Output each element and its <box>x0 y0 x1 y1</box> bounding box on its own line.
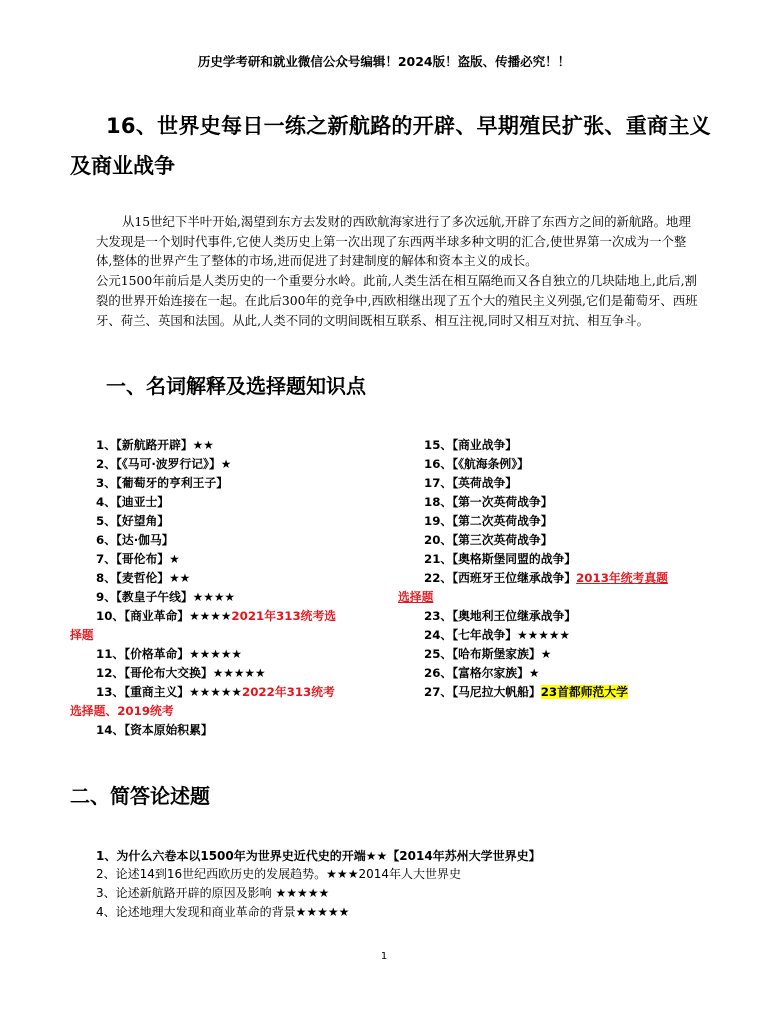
page-title-line-2: 及商业战争 <box>70 154 175 178</box>
keyword-item: 4、【迪亚士】 <box>96 495 170 509</box>
keyword-label: 22、【西班牙王位继承战争】 <box>424 571 577 585</box>
question-item: 3、论述新航路开辟的原因及影响 ★★★★★ <box>96 886 330 900</box>
keyword-item: 21、【奥格斯堡同盟的战争】 <box>424 552 577 566</box>
keyword-item <box>424 684 628 700</box>
intro-paragraph-1: 从15世纪下半叶开始,渴望到东方去发财的西欧航海家进行了多次远航,开辟了东西方之间的新航路。地理大发现是一个划时代事件,它使人类历史上第一次出现了东西两半球多种文明的汇合,使世界第一次成为一个整体,整体的世界产生了整体的市场,进而促进了封建制度的解体和资本主义的成长。 <box>96 214 691 269</box>
keyword-item: 18、【第一次英荷战争】 <box>424 495 553 509</box>
keyword-item: 24、【七年战争】★★★★★ <box>424 628 570 642</box>
intro-text <box>96 212 702 330</box>
keyword-label: 13、【重商主义】★★★★★ <box>96 685 242 699</box>
keyword-item: 3、【葡萄牙的亨利王子】 <box>96 476 229 490</box>
keyword-item: 25、【哈布斯堡家族】★ <box>424 647 552 661</box>
keyword-label: 10、【商业革命】★★★★ <box>96 609 232 623</box>
exam-note-continued: 择题 <box>70 628 94 642</box>
exam-note-continued: 选择题、2019统考 <box>70 704 174 718</box>
keyword-item: 12、【哥伦布大交换】★★★★★ <box>96 666 266 680</box>
keyword-item: 16、【《航海条例》】 <box>424 457 529 471</box>
highlighted-note: 23首都师范大学 <box>540 685 628 699</box>
keyword-item: 11、【价格革命】★★★★★ <box>96 647 242 661</box>
keyword-item: 5、【好望角】 <box>96 514 170 528</box>
section-2-heading: 二、简答论述题 <box>70 784 210 808</box>
question-item: 2、论述14到16世纪西欧历史的发展趋势。★★★2014年人大世界史 <box>96 867 461 881</box>
exam-note: 2021年313统考选 <box>231 609 337 623</box>
keyword-item <box>96 684 335 700</box>
keyword-item: 20、【第三次英荷战争】 <box>424 533 553 547</box>
keyword-item: 8、【麦哲伦】★★ <box>96 571 191 585</box>
keyword-item <box>96 608 336 624</box>
keyword-item: 9、【教皇子午线】★★★★ <box>96 590 235 604</box>
exam-note: 2022年313统考 <box>241 685 335 699</box>
keyword-item <box>424 570 668 586</box>
keyword-item: 2、【《马可·波罗行记》】★ <box>96 457 232 471</box>
keyword-item: 6、【达·伽马】 <box>96 533 174 547</box>
exam-note-continued: 选择题 <box>398 590 434 604</box>
keyword-item: 1、【新航路开辟】★★ <box>96 438 214 452</box>
keyword-item: 7、【哥伦布】★ <box>96 552 180 566</box>
keyword-item: 26、【富格尔家族】★ <box>424 666 540 680</box>
intro-paragraph-2: 公元1500年前后是人类历史的一个重要分水岭。此前,人类生活在相互隔绝而又各自独立的几块陆地上,此后,割裂的世界开始连接在一起。在此后300年的竞争中,西欧相继出现了五个大的殖民主义列强,它们是葡萄牙、西班牙、荷兰、英国和法国。从此,人类不同的文明间既相互联系、相互注视,同时又相互对抗、相互争斗。 <box>96 273 698 328</box>
exam-note: 2013年统考真题 <box>576 571 668 585</box>
section-1-heading: 一、名词解释及选择题知识点 <box>106 374 366 398</box>
page-number: 1 <box>380 951 388 962</box>
keyword-item: 17、【英荷战争】 <box>424 476 518 490</box>
keyword-item: 15、【商业战争】 <box>424 438 518 452</box>
question-item: 4、论述地理大发现和商业革命的背景★★★★★ <box>96 905 350 919</box>
keyword-label: 27、【马尼拉大帆船】 <box>424 685 541 699</box>
keyword-item: 14、【资本原始积累】 <box>96 723 213 737</box>
keyword-item: 23、【奥地利王位继承战争】 <box>424 609 577 623</box>
question-item: 1、为什么六卷本以1500年为世界史近代史的开端★★【2014年苏州大学世界史】 <box>96 849 541 863</box>
page-header: 历史学考研和就业微信公众号编辑！2024版！盗版、传播必究！！ <box>197 54 571 69</box>
page-title-line-1: 16、世界史每日一练之新航路的开辟、早期殖民扩张、重商主义 <box>106 114 711 138</box>
keyword-item: 19、【第二次英荷战争】 <box>424 514 553 528</box>
